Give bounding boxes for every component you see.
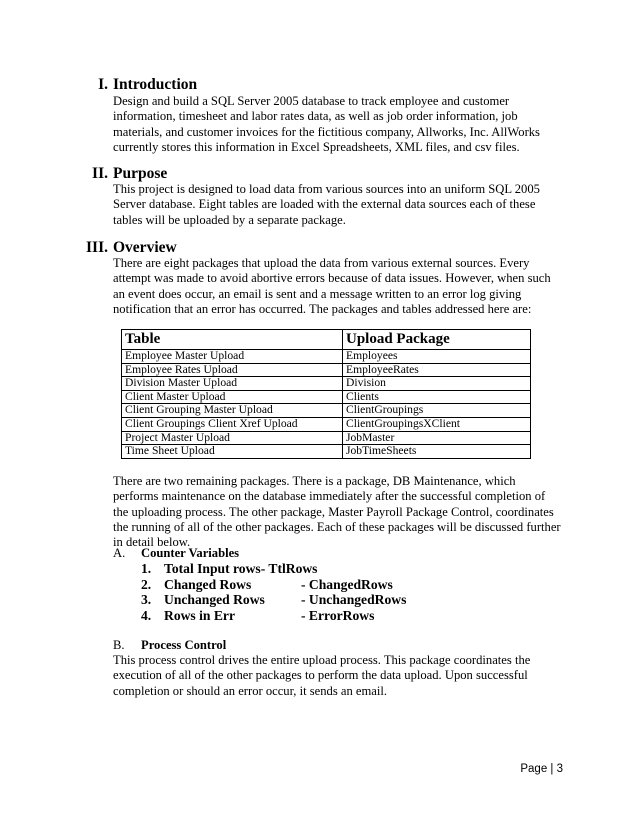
- table-cell: Client Master Upload: [122, 390, 343, 404]
- table-row: [122, 417, 531, 431]
- table-row: [122, 390, 531, 404]
- table-row: [122, 431, 531, 445]
- table-cell: JobMaster: [343, 431, 531, 445]
- table-cell: JobTimeSheets: [343, 445, 531, 459]
- table-cell: ClientGroupingsXClient: [343, 417, 531, 431]
- table-cell: Client Grouping Master Upload: [122, 404, 343, 418]
- subsection-title-counter-variables: Counter Variables: [141, 546, 240, 560]
- list-label: Rows in Err: [164, 607, 235, 623]
- subsection-title-process-control: Process Control: [141, 638, 227, 652]
- purpose-text: This project is designed to load data from various sources into an uniform SQL 2005 Server database. Eight tables are loaded with the external data sources each of these tables will be uploaded by a separate package.: [113, 182, 540, 227]
- table-cell: Time Sheet Upload: [122, 445, 343, 459]
- table-cell: Employee Rates Upload: [122, 363, 343, 377]
- table-header-row: [122, 330, 531, 350]
- list-number: 1.: [141, 561, 152, 576]
- subsection-letter-a: A.: [113, 546, 126, 560]
- column-header-table: Table: [122, 330, 343, 350]
- section-title-overview: Overview: [113, 239, 177, 256]
- remaining-packages-paragraph: [113, 474, 563, 550]
- table-cell: Clients: [343, 390, 531, 404]
- list-label: Total Input rows- TtlRows: [164, 561, 318, 576]
- list-label: Unchanged Rows: [164, 592, 265, 607]
- table-row: [122, 363, 531, 377]
- section-title-purpose: Purpose: [113, 165, 168, 182]
- column-header-upload-package: Upload Package: [343, 330, 531, 350]
- table-row: [122, 404, 531, 418]
- list-number: 2.: [141, 576, 152, 592]
- table-cell: Division: [343, 377, 531, 391]
- table-cell: Client Groupings Client Xref Upload: [122, 417, 343, 431]
- introduction-paragraph: [113, 94, 563, 155]
- remaining-packages-text: There are two remaining packages. There is a package, DB Maintenance, which performs maintenance on the database immediately after the successful completion of the uploading process. The other package, Master Payroll Package Control, coordinates the running of all of the other packages. Each of these packages will be discussed further in detail below.: [113, 474, 561, 550]
- list-field: - ErrorRows: [301, 607, 375, 623]
- purpose-paragraph: [113, 182, 563, 228]
- packages-table: [121, 329, 531, 459]
- table-cell: ClientGroupings: [343, 404, 531, 418]
- table-cell: Division Master Upload: [122, 377, 343, 391]
- table-cell: EmployeeRates: [343, 363, 531, 377]
- table-cell: Employee Master Upload: [122, 350, 343, 364]
- section-number-overview: III.: [86, 239, 108, 256]
- list-field: - ChangedRows: [301, 576, 393, 592]
- page-number: Page | 3: [520, 763, 563, 775]
- process-control-text: This process control drives the entire upload process. This package coordinates the execution of all of the other packages to perform the data upload. Upon successful completion or should an error occur, it sends an email.: [113, 653, 531, 698]
- process-control-paragraph: [113, 653, 563, 699]
- section-number-purpose: II.: [92, 165, 108, 182]
- introduction-text: Design and build a SQL Server 2005 database to track employee and customer information, timesheet and labor rates data, as well as job order information, job materials, and customer invoices for the fictitious company, Allworks, Inc. AllWorks currently stores this information in Excel Spreadsheets, XML files, and csv files.: [113, 94, 540, 154]
- table-cell: Employees: [343, 350, 531, 364]
- list-label: Changed Rows: [164, 576, 252, 592]
- list-number: 3.: [141, 592, 152, 607]
- overview-text: There are eight packages that upload the data from various external sources. Every attempt was made to avoid abortive errors because of data issues. However, when such an event does occur, an email is sent and a message written to an error log giving notification that an error has occurred. The packages and tables addressed here are:: [113, 256, 551, 316]
- table-row: [122, 377, 531, 391]
- list-field: - UnchangedRows: [301, 592, 407, 607]
- section-number-introduction: I.: [98, 76, 108, 93]
- table-cell: Project Master Upload: [122, 431, 343, 445]
- overview-paragraph: [113, 256, 563, 317]
- subsection-letter-b: B.: [113, 638, 125, 652]
- section-title-introduction: Introduction: [113, 76, 198, 93]
- table-row: [122, 445, 531, 459]
- table-row: [122, 350, 531, 364]
- list-number: 4.: [141, 607, 152, 623]
